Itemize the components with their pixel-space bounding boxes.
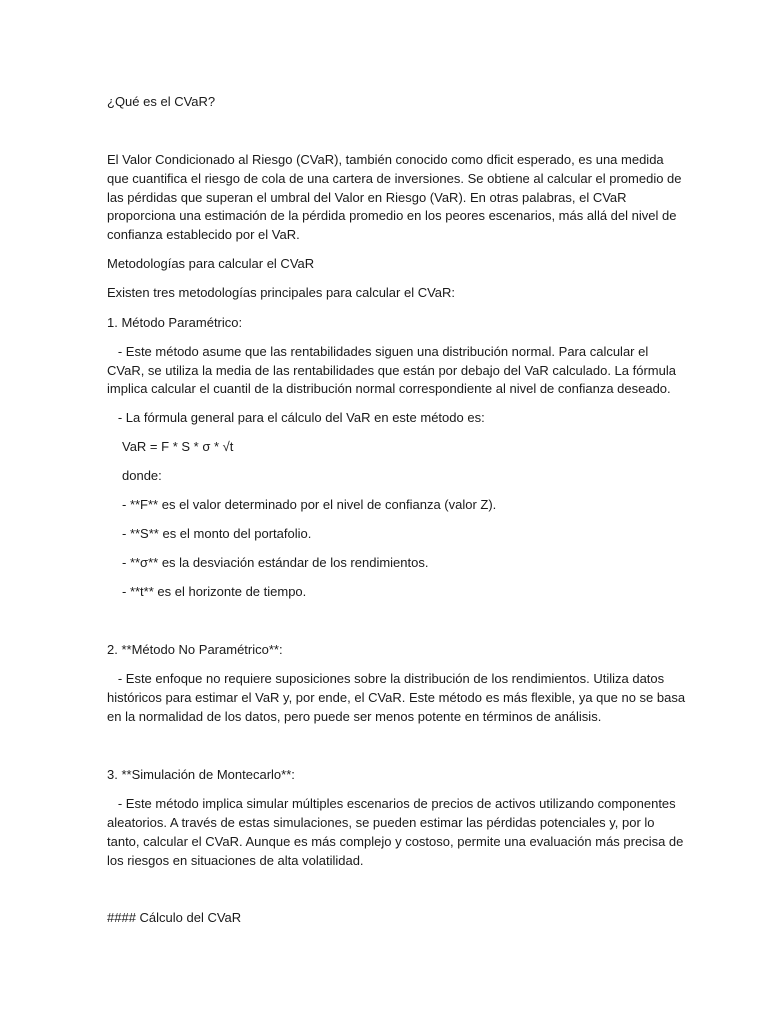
method1-formula: VaR = F * S * σ * √t — [122, 439, 234, 454]
method1-where: donde: — [122, 468, 162, 483]
calc-heading: #### Cálculo del CVaR — [107, 910, 242, 925]
method3-title: 3. **Simulación de Montecarlo**: — [107, 767, 295, 782]
method1-term-4: - **t** es el horizonte de tiempo. — [122, 584, 307, 599]
method1-desc-line-1: - Este método asume que las rentabilidades siguen una distribución normal. Para calcular el — [107, 344, 649, 359]
method3-desc-line-1: - Este método implica simular múltiples escenarios de precios de activos utilizando componentes — [107, 796, 676, 811]
method2-desc-line-2: históricos para estimar el VaR y, por ende, el CVaR. Este método es más flexible, ya que no se basa — [107, 690, 686, 705]
intro-line-4: proporciona una estimación de la pérdida promedio en los peores escenarios, más allá del nivel de — [107, 208, 677, 223]
method1-desc-line-2: CVaR, se utiliza la media de las rentabilidades que están por debajo del VaR calculado. La fórmula — [107, 363, 676, 378]
intro-line-3: las pérdidas que superan el umbral del Valor en Riesgo (VaR). En otras palabras, el CVaR — [107, 190, 627, 205]
method1-formula-intro: - La fórmula general para el cálculo del VaR en este método es: — [107, 410, 485, 425]
method3-desc-line-2: aleatorios. A través de estas simulaciones, se pueden estimar las pérdidas potenciales y, por lo — [107, 815, 655, 830]
intro-line-2: que cuantifica el riesgo de cola de una cartera de inversiones. Se obtiene al calcular el promedio de — [107, 171, 682, 186]
method2-desc-line-3: en la normalidad de los datos, pero puede ser menos potente en términos de análisis. — [107, 709, 602, 724]
methods-title: Metodologías para calcular el CVaR — [107, 256, 315, 271]
method2-desc-line-1: - Este enfoque no requiere suposiciones sobre la distribución de los rendimientos. Utiliza datos — [107, 671, 665, 686]
method3-desc-line-4: los riesgos en situaciones de alta volatilidad. — [107, 853, 364, 868]
method2-title: 2. **Método No Paramétrico**: — [107, 642, 283, 657]
method3-desc-line-3: tanto, calcular el CVaR. Aunque es más complejo y costoso, permite una evaluación más precisa de — [107, 834, 684, 849]
method1-term-2: - **S** es el monto del portafolio. — [122, 526, 312, 541]
method1-term-1: - **F** es el valor determinado por el nivel de confianza (valor Z). — [122, 497, 497, 512]
intro-line-5: confianza establecido por el VaR. — [107, 227, 300, 242]
method1-term-3: - **σ** es la desviación estándar de los rendimientos. — [122, 555, 429, 570]
method1-title: 1. Método Paramétrico: — [107, 315, 243, 330]
methods-intro: Existen tres metodologías principales para calcular el CVaR: — [107, 285, 456, 300]
method1-desc-line-3: implica calcular el cuantil de la distribución normal correspondiente al nivel de confianza deseado. — [107, 381, 671, 396]
intro-line-1: El Valor Condicionado al Riesgo (CVaR), también conocido como dficit esperado, es una medida — [107, 152, 664, 167]
page-heading: ¿Qué es el CVaR? — [107, 94, 216, 109]
